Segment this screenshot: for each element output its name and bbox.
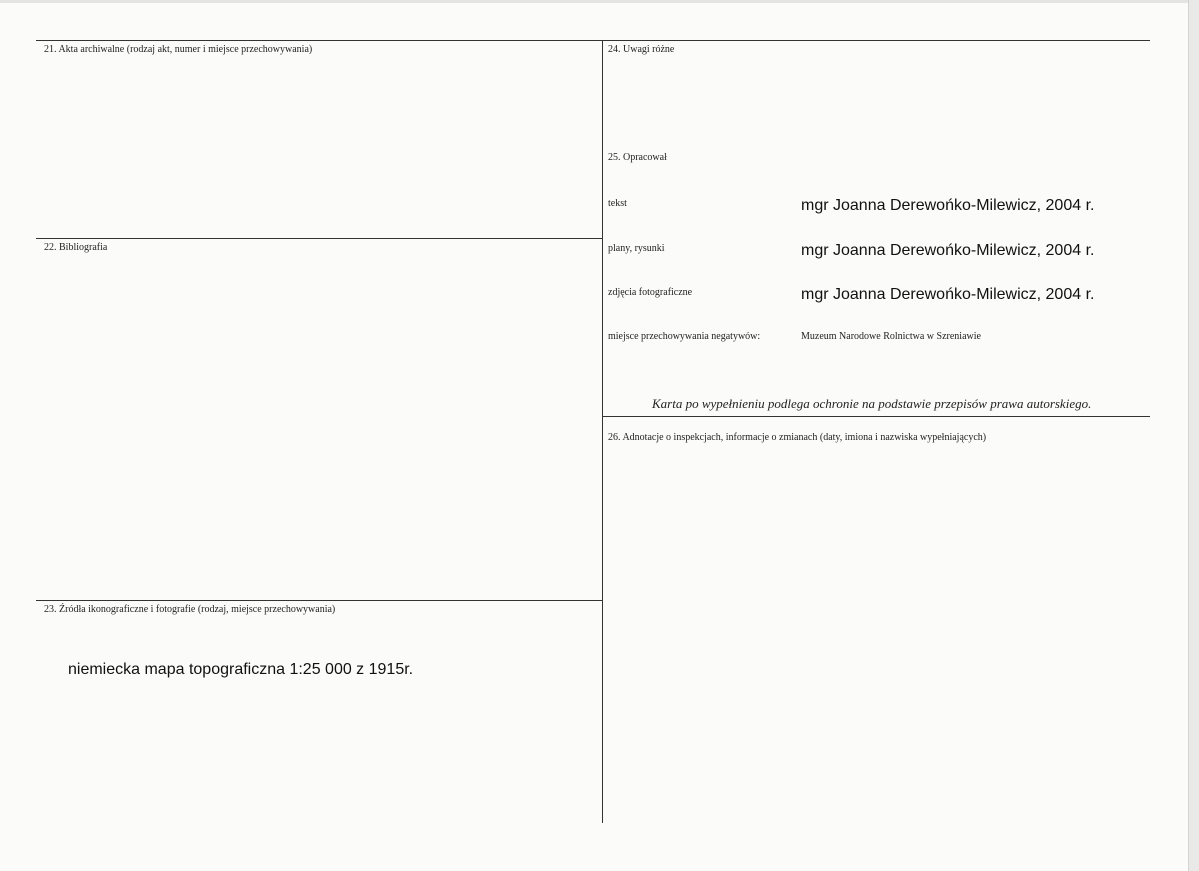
negatives-value: Muzeum Narodowe Rolnictwa w Szreniawie bbox=[801, 331, 981, 342]
center-divider bbox=[602, 40, 603, 823]
top-rule bbox=[36, 40, 1150, 41]
section-23-label: 23. Źródła ikonograficzne i fotografie (rodzaj, miejsce przechowywania) bbox=[44, 604, 336, 615]
rule-section-23 bbox=[36, 600, 602, 601]
negatives-label: miejsce przechowywania negatywów: bbox=[608, 331, 761, 342]
copyright-note: Karta po wypełnieniu podlega ochronie na podstawie przepisów prawa autorskiego. bbox=[652, 396, 1092, 411]
section-22-label: 22. Bibliografia bbox=[44, 242, 108, 253]
row-zdjecia-value: mgr Joanna Derewońko-Milewicz, 2004 r. bbox=[801, 286, 1095, 303]
section-24-label: 24. Uwagi różne bbox=[608, 44, 675, 55]
section-23-value: niemiecka mapa topograficzna 1:25 000 z 1915r. bbox=[68, 661, 414, 678]
row-tekst-value: mgr Joanna Derewońko-Milewicz, 2004 r. bbox=[801, 197, 1095, 214]
paper-top-edge bbox=[0, 0, 1199, 3]
rule-section-22 bbox=[36, 238, 602, 239]
row-plany-value: mgr Joanna Derewońko-Milewicz, 2004 r. bbox=[801, 242, 1095, 259]
section-26-label: 26. Adnotacje o inspekcjach, informacje o zmianach (daty, imiona i nazwiska wypełniających) bbox=[608, 432, 987, 443]
section-21-label: 21. Akta archiwalne (rodzaj akt, numer i miejsce przechowywania) bbox=[44, 44, 313, 55]
row-zdjecia-label: zdjęcia fotograficzne bbox=[608, 287, 693, 298]
row-plany-label: plany, rysunki bbox=[608, 243, 665, 254]
paper-right-edge bbox=[1188, 0, 1199, 871]
section-25-label: 25. Opracował bbox=[608, 152, 667, 163]
rule-section-26 bbox=[602, 416, 1150, 417]
row-tekst-label: tekst bbox=[608, 198, 627, 209]
